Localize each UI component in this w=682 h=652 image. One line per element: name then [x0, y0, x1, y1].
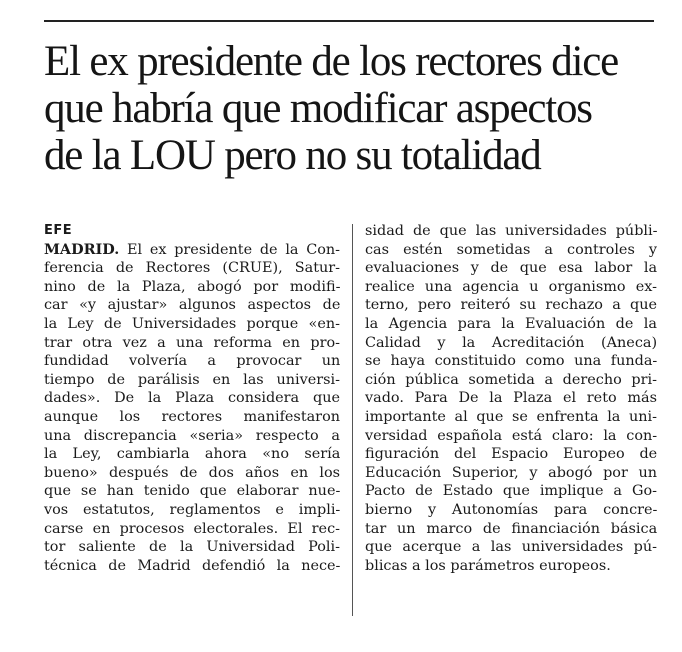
body-line: que se han tenido que elaborar nue- [44, 483, 341, 500]
body-line: aunque los rectores manifestaron [44, 408, 340, 425]
body-line: la Ley de Universidades porque «en- [44, 315, 340, 332]
body-line: terno, pero reiteró su rechazo a que [365, 297, 658, 314]
body-line: Educación Superior, y abogó por un [365, 464, 657, 481]
article-column-right [365, 222, 657, 575]
body-line: bueno» después de dos años en los [44, 464, 340, 481]
body-line: dades». De la Plaza considera que [44, 390, 340, 407]
body-line: car «y ajustar» algunos aspectos de [44, 297, 341, 314]
body-line: nino de la Plaza, abogó por modifi- [44, 278, 341, 295]
body-line: evaluaciones y de que esa labor la [365, 260, 658, 277]
body-line: se haya constituido como una funda- [365, 353, 658, 370]
headline-line-3: de la LOU pero no su totalidad [44, 132, 541, 179]
body-line [44, 241, 340, 260]
body-line: bierno y Autonomías para concre- [365, 501, 658, 518]
body-line: la Ley, cambiarla ahora «no sería [44, 446, 341, 463]
body-line: la Agencia para la Evaluación de la [365, 315, 657, 332]
body-line: tiempo de parálisis en las universi- [44, 371, 340, 388]
body-line-text: El ex presidente de la Con- [119, 241, 341, 258]
news-agency-label: EFE [44, 223, 73, 238]
article-column-left [44, 222, 340, 575]
body-line: realice una agencia u organismo ex- [365, 278, 657, 295]
body-line: ción pública sometida a derecho pri- [365, 371, 657, 388]
body-line: trar otra vez a una reforma en pro- [44, 334, 340, 351]
body-line: vado. Para De la Plaza el reto más [365, 390, 657, 407]
body-line: blicas a los parámetros europeos. [365, 557, 611, 574]
column-divider [352, 224, 353, 616]
body-line: tar un marco de financiación básica [365, 520, 658, 537]
article-headline [44, 38, 664, 179]
body-line: Pacto de Estado que implique a Go- [365, 483, 657, 500]
body-line: importante al que se enfrenta la uni- [365, 408, 657, 425]
body-line: ferencia de Rectores (CRUE), Satur- [44, 260, 340, 277]
body-line: vos estatutos, reglamentos e impli- [44, 501, 341, 518]
body-line: carse en procesos electorales. El rec- [44, 520, 340, 537]
body-line: técnica de Madrid defendió la nece- [44, 557, 341, 574]
body-line: cas estén sometidas a controles y [365, 241, 657, 258]
top-rule [44, 20, 654, 22]
body-line: sidad de que las universidades públi- [365, 223, 658, 239]
body-line: una discrepancia «seria» respecto a [44, 427, 340, 444]
body-line: figuración del Espacio Europeo de [365, 446, 658, 463]
headline-line-2: que habría que modificar aspectos [44, 85, 592, 132]
body-line: Calidad y la Acreditación (Aneca) [365, 334, 658, 351]
dateline: MADRID. [44, 240, 120, 258]
body-line: fundidad volvería a provocar un [44, 353, 341, 370]
body-line: versidad española está claro: la con- [365, 427, 658, 444]
headline-line-1: El ex presidente de los rectores dice [44, 38, 619, 85]
body-line: tor saliente de la Universidad Poli- [44, 539, 340, 556]
body-line: que acerque a las universidades pú- [365, 539, 657, 556]
